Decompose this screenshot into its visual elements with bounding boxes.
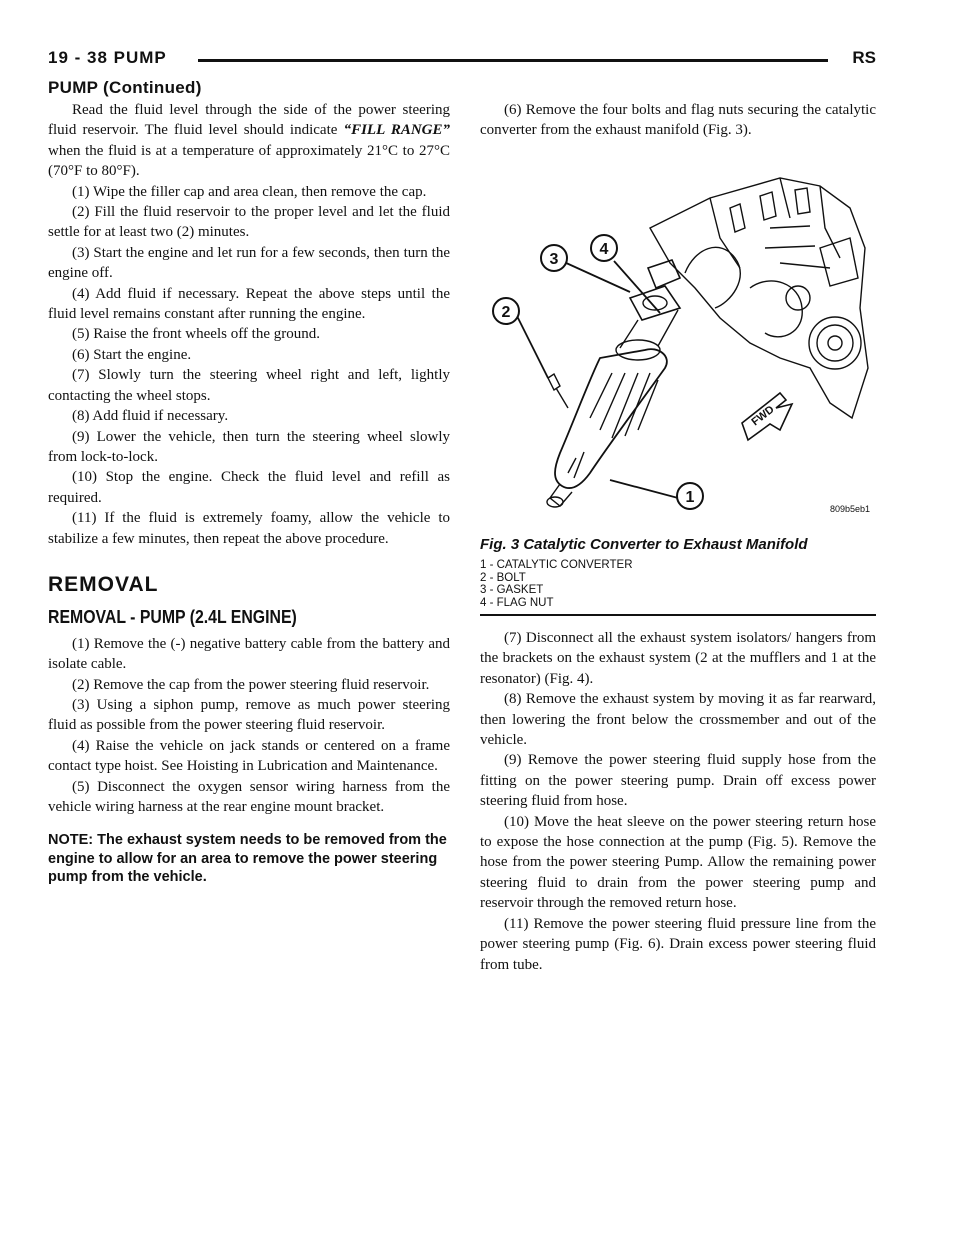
step-10: (10) Stop the engine. Check the fluid level and refill as required.	[48, 469, 450, 506]
page-number: 19 - 38 PUMP	[48, 48, 167, 67]
step-1: (1) Wipe the filler cap and area clean, then remove the cap.	[72, 183, 427, 200]
continued-heading: PUMP (Continued)	[48, 78, 202, 97]
caption-rule	[480, 614, 876, 616]
svg-text:2: 2	[501, 304, 511, 321]
left-column	[48, 100, 450, 887]
step-3: (3) Start the engine and let run for a few seconds, then turn the engine off.	[48, 244, 450, 282]
figure-code: 809b5eb1	[829, 504, 870, 514]
step-5: (5) Raise the front wheels off the ground.	[72, 326, 320, 343]
legend-item-3: 3 - GASKET	[480, 584, 544, 596]
legend-item-1: 1 - CATALYTIC CONVERTER	[480, 559, 633, 571]
header-rule	[198, 59, 828, 62]
removal-step-5: (5) Disconnect the oxygen sensor wiring harness from the vehicle wiring harness at the rear engine mount bracket.	[48, 778, 450, 815]
step-4: (4) Add fluid if necessary. Repeat the above steps until the fluid level remains constant after running the engine.	[48, 285, 450, 323]
removal-step-2: (2) Remove the cap from the power steering fluid reservoir.	[72, 676, 430, 693]
catalytic-converter-illustration	[480, 168, 876, 520]
callout-3	[541, 245, 567, 271]
intro-paragraph	[48, 100, 450, 182]
removal-step-3: (3) Using a siphon pump, remove as much power steering fluid as possible from the power steering fluid reservoir.	[48, 696, 450, 734]
svg-text:3: 3	[549, 251, 559, 268]
svg-text:1: 1	[685, 489, 695, 506]
intro-text-c: when the fluid is at a temperature of approximately 21°C to 27°C (70°F to 80°F).	[48, 142, 450, 180]
figure-title: Fig. 3 Catalytic Converter to Exhaust Manifold	[480, 536, 808, 553]
removal-step-8: (8) Remove the exhaust system by moving it as far rearward, then lowering the front below the crossmember and out of the vehicle.	[480, 691, 876, 749]
fill-range-term: “FILL RANGE”	[343, 122, 450, 139]
removal-step-9: (9) Remove the power steering fluid supply hose from the fitting on the power steering pump. Drain off excess power steering fluid from hose.	[480, 752, 876, 810]
section-code: RS	[852, 48, 876, 67]
callout-1	[677, 483, 703, 509]
callout-4	[591, 235, 617, 261]
removal-step-10: (10) Move the heat sleeve on the power steering return hose to expose the hose connection at the pump (Fig. 5). Remove the hose from the power steering Pump. Allow the remaining power steering fluid to drain from the power steering pump and reservoir through the removed return hose.	[480, 813, 876, 912]
step-9: (9) Lower the vehicle, then turn the steering wheel slowly from lock-to-lock.	[48, 428, 450, 465]
figure-catalytic-converter	[480, 168, 876, 520]
callout-2	[493, 298, 519, 324]
step-8: (8) Add fluid if necessary.	[72, 408, 229, 425]
legend-item-2: 2 - BOLT	[480, 571, 526, 584]
step-11: (11) If the fluid is extremely foamy, allow the vehicle to stabilize a few minutes, then repeat the above procedure.	[48, 510, 450, 547]
legend-item-4: 4 - FLAG NUT	[480, 596, 554, 609]
svg-text:4: 4	[599, 241, 609, 258]
removal-step-4: (4) Raise the vehicle on jack stands or centered on a frame contact type hoist. See Hoisting in Lubrication and Maintenance.	[48, 737, 450, 775]
fwd-label: FWD	[749, 403, 777, 429]
step-2: (2) Fill the fluid reservoir to the proper level and let the fluid settle for at least two (2) minutes.	[48, 204, 450, 241]
note-paragraph: NOTE: The exhaust system needs to be removed from the engine to allow for an area to remove the power steering pump from the vehicle.	[48, 832, 447, 886]
removal-subheading: REMOVAL - PUMP (2.4L ENGINE)	[48, 607, 297, 628]
intro-text-a: Read the fluid level through the side of the power steering fluid reservoir. The fluid level should indicate	[48, 102, 450, 139]
removal-step-7: (7) Disconnect all the exhaust system isolators/ hangers from the brackets on the exhaust system (2 at the mufflers and 1 at the resonator) (Fig. 4).	[480, 630, 876, 687]
page-header	[48, 48, 876, 78]
right-column-top	[480, 100, 876, 141]
removal-step-1: (1) Remove the (-) negative battery cable from the battery and isolate cable.	[48, 635, 450, 673]
removal-step-6: (6) Remove the four bolts and flag nuts securing the catalytic converter from the exhaust manifold (Fig. 3).	[480, 102, 876, 139]
step-7: (7) Slowly turn the steering wheel right and left, lightly contacting the wheel stops.	[48, 367, 450, 404]
removal-step-11: (11) Remove the power steering fluid pressure line from the power steering pump (Fig. 6). Drain excess power steering fluid from tube.	[480, 915, 876, 973]
removal-heading: REMOVAL	[48, 572, 159, 596]
right-column-bottom	[480, 628, 876, 975]
step-6: (6) Start the engine.	[72, 346, 192, 363]
figure-caption	[480, 536, 876, 616]
